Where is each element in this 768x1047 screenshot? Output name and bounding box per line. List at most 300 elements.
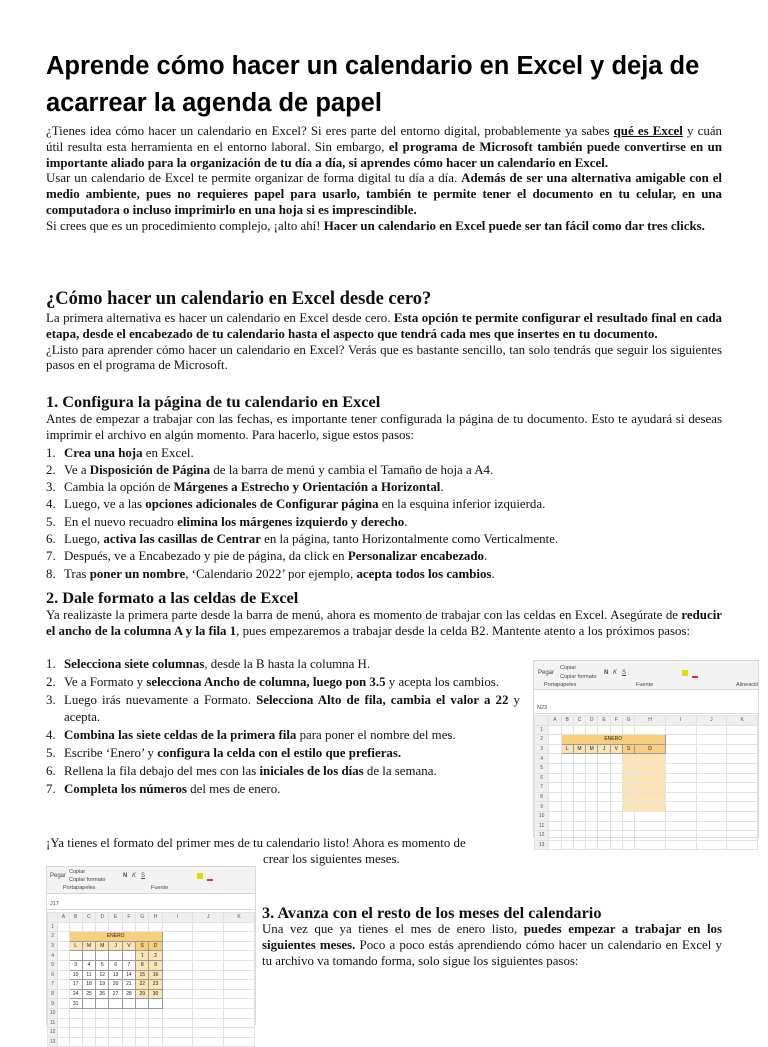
grid-cell[interactable] [58, 1028, 69, 1038]
grid-cell[interactable] [224, 1028, 255, 1038]
row-header[interactable]: 9 [535, 802, 549, 812]
grid-cell[interactable] [610, 773, 622, 783]
corner-cell[interactable] [48, 913, 58, 923]
grid-cell[interactable] [586, 831, 598, 841]
grid-cell[interactable]: 30 [149, 989, 162, 999]
grid-cell[interactable] [162, 1028, 193, 1038]
grid-cell[interactable] [622, 811, 634, 821]
column-header[interactable]: D [96, 913, 109, 923]
grid-cell[interactable] [727, 754, 758, 764]
grid-cell[interactable] [122, 1028, 135, 1038]
row-header[interactable]: 7 [535, 783, 549, 793]
grid-cell[interactable] [193, 980, 224, 990]
grid-cell[interactable] [622, 754, 634, 764]
grid-cell[interactable] [561, 821, 573, 831]
bold-button[interactable]: N [123, 873, 128, 879]
grid-cell[interactable] [561, 773, 573, 783]
column-header[interactable]: I [162, 913, 193, 923]
grid-cell[interactable] [149, 999, 162, 1009]
grid-cell[interactable] [549, 783, 561, 793]
grid-cell[interactable] [82, 999, 95, 1009]
grid-cell[interactable] [193, 951, 224, 961]
grid-cell[interactable] [586, 763, 598, 773]
grid-cell[interactable]: 4 [82, 960, 95, 970]
name-box[interactable]: N23 [537, 705, 548, 711]
grid-cell[interactable] [696, 840, 727, 850]
grid-cell[interactable]: S [136, 941, 149, 951]
grid-cell[interactable] [635, 840, 666, 850]
grid-cell[interactable] [162, 932, 193, 942]
grid-cell[interactable] [162, 922, 193, 932]
grid-cell[interactable] [136, 1037, 149, 1047]
column-header[interactable]: E [598, 716, 610, 726]
grid-cell[interactable] [224, 932, 255, 942]
grid-cell[interactable] [573, 831, 585, 841]
column-header[interactable]: E [109, 913, 122, 923]
grid-cell[interactable]: L [69, 941, 82, 951]
grid-cell[interactable] [69, 1018, 82, 1028]
grid-cell[interactable] [561, 754, 573, 764]
grid-cell[interactable] [82, 951, 95, 961]
grid-cell[interactable] [549, 811, 561, 821]
grid-cell[interactable] [635, 754, 666, 764]
grid-cell[interactable] [665, 763, 696, 773]
grid-cell[interactable] [610, 831, 622, 841]
grid-cell[interactable] [586, 802, 598, 812]
grid-cell[interactable] [58, 1018, 69, 1028]
grid-cell[interactable] [561, 802, 573, 812]
grid-cell[interactable] [598, 792, 610, 802]
grid-cell[interactable] [696, 754, 727, 764]
grid-cell[interactable] [58, 980, 69, 990]
grid-cell[interactable] [58, 989, 69, 999]
column-header[interactable]: C [573, 716, 585, 726]
grid-cell[interactable]: 6 [109, 960, 122, 970]
grid-cell[interactable]: 16 [149, 970, 162, 980]
grid-cell[interactable]: M [573, 744, 585, 754]
grid-cell[interactable] [109, 1018, 122, 1028]
grid-cell[interactable] [696, 811, 727, 821]
grid-cell[interactable] [622, 783, 634, 793]
grid-cell[interactable] [665, 811, 696, 821]
grid-cell[interactable] [136, 1008, 149, 1018]
grid-cell[interactable] [162, 970, 193, 980]
corner-cell[interactable] [535, 716, 549, 726]
grid-cell[interactable] [727, 821, 758, 831]
column-header[interactable]: J [696, 716, 727, 726]
grid-cell[interactable] [573, 725, 585, 735]
grid-cell[interactable] [727, 840, 758, 850]
formula-bar[interactable] [47, 899, 255, 910]
grid-cell[interactable] [665, 831, 696, 841]
grid-cell[interactable] [224, 980, 255, 990]
grid-cell[interactable]: V [122, 941, 135, 951]
row-header[interactable]: 2 [48, 932, 58, 942]
grid-cell[interactable]: 12 [96, 970, 109, 980]
grid-cell[interactable] [193, 960, 224, 970]
grid-cell[interactable] [96, 999, 109, 1009]
grid-cell[interactable] [622, 763, 634, 773]
grid-cell[interactable]: 7 [122, 960, 135, 970]
grid-cell[interactable] [162, 1037, 193, 1047]
grid-cell[interactable] [224, 989, 255, 999]
grid-cell[interactable] [622, 802, 634, 812]
grid-cell[interactable]: 14 [122, 970, 135, 980]
grid-cell[interactable] [665, 773, 696, 783]
row-header[interactable]: 8 [535, 792, 549, 802]
grid-cell[interactable] [561, 763, 573, 773]
grid-cell[interactable] [665, 735, 696, 745]
grid-cell[interactable] [96, 951, 109, 961]
grid-cell[interactable] [561, 783, 573, 793]
grid-cell[interactable] [727, 792, 758, 802]
grid-cell[interactable] [622, 821, 634, 831]
grid-cell[interactable] [162, 951, 193, 961]
grid-cell[interactable] [586, 811, 598, 821]
column-header[interactable]: K [224, 913, 255, 923]
grid-cell[interactable] [224, 970, 255, 980]
italic-button[interactable]: K [132, 873, 137, 879]
grid-cell[interactable] [665, 725, 696, 735]
row-header[interactable]: 10 [535, 811, 549, 821]
grid-cell[interactable] [665, 802, 696, 812]
row-header[interactable]: 3 [48, 941, 58, 951]
grid-cell[interactable] [193, 1028, 224, 1038]
grid-cell[interactable] [635, 821, 666, 831]
grid-cell[interactable]: L [561, 744, 573, 754]
grid-cell[interactable]: M [586, 744, 598, 754]
grid-cell[interactable]: 23 [149, 980, 162, 990]
grid-cell[interactable] [149, 1037, 162, 1047]
grid-cell[interactable] [598, 773, 610, 783]
grid-cell[interactable] [727, 773, 758, 783]
grid-cell[interactable] [69, 1037, 82, 1047]
grid-cell[interactable] [109, 1037, 122, 1047]
column-header[interactable]: H [149, 913, 162, 923]
grid-cell[interactable] [622, 773, 634, 783]
grid-cell[interactable] [549, 840, 561, 850]
grid-cell[interactable] [82, 1028, 95, 1038]
grid-cell[interactable] [622, 831, 634, 841]
grid-cell[interactable]: J [598, 744, 610, 754]
grid-cell[interactable] [136, 1018, 149, 1028]
grid-cell[interactable] [610, 840, 622, 850]
grid-cell[interactable] [598, 840, 610, 850]
row-header[interactable]: 4 [535, 754, 549, 764]
grid-cell[interactable] [610, 792, 622, 802]
grid-cell[interactable] [69, 1028, 82, 1038]
grid-cell[interactable]: 18 [82, 980, 95, 990]
grid-cell[interactable] [82, 922, 95, 932]
grid-cell[interactable] [696, 744, 727, 754]
grid-cell[interactable] [727, 811, 758, 821]
grid-cell[interactable] [573, 754, 585, 764]
grid-cell[interactable] [696, 783, 727, 793]
grid-cell[interactable] [193, 922, 224, 932]
column-header[interactable]: I [665, 716, 696, 726]
grid-cell[interactable]: 2 [149, 951, 162, 961]
grid-cell[interactable] [82, 1037, 95, 1047]
grid-cell[interactable] [122, 1037, 135, 1047]
row-header[interactable]: 5 [48, 960, 58, 970]
grid-cell[interactable]: 15 [136, 970, 149, 980]
month-cell[interactable]: ENERO [69, 932, 162, 942]
grid-cell[interactable] [193, 1008, 224, 1018]
grid-cell[interactable] [586, 725, 598, 735]
row-header[interactable]: 8 [48, 989, 58, 999]
grid-cell[interactable] [598, 754, 610, 764]
grid-cell[interactable] [122, 922, 135, 932]
grid-cell[interactable] [69, 922, 82, 932]
grid-cell[interactable] [549, 744, 561, 754]
grid-cell[interactable] [635, 792, 666, 802]
column-header[interactable]: C [82, 913, 95, 923]
grid-cell[interactable] [727, 725, 758, 735]
grid-cell[interactable] [224, 960, 255, 970]
grid-cell[interactable]: D [149, 941, 162, 951]
grid-cell[interactable] [586, 773, 598, 783]
grid-cell[interactable] [696, 821, 727, 831]
grid-cell[interactable] [598, 763, 610, 773]
row-header[interactable]: 13 [535, 840, 549, 850]
grid-cell[interactable] [622, 840, 634, 850]
grid-cell[interactable] [58, 1037, 69, 1047]
grid-cell[interactable] [109, 1028, 122, 1038]
grid-cell[interactable] [58, 970, 69, 980]
grid-cell[interactable] [109, 951, 122, 961]
grid-cell[interactable] [224, 1037, 255, 1047]
row-header[interactable]: 1 [535, 725, 549, 735]
underline-button[interactable]: S [141, 873, 146, 879]
grid-cell[interactable]: 28 [122, 989, 135, 999]
font-color-icon[interactable] [207, 873, 213, 881]
grid-cell[interactable] [696, 773, 727, 783]
row-header[interactable]: 12 [535, 831, 549, 841]
grid-cell[interactable]: 9 [149, 960, 162, 970]
grid-cell[interactable] [549, 821, 561, 831]
column-header[interactable]: G [136, 913, 149, 923]
grid-cell[interactable] [665, 840, 696, 850]
grid-cell[interactable]: 22 [136, 980, 149, 990]
grid-cell[interactable] [58, 999, 69, 1009]
grid-cell[interactable] [586, 840, 598, 850]
grid-cell[interactable] [610, 811, 622, 821]
grid-cell[interactable] [149, 922, 162, 932]
grid-cell[interactable]: 5 [96, 960, 109, 970]
grid-cell[interactable] [727, 744, 758, 754]
grid-cell[interactable] [193, 970, 224, 980]
column-header[interactable]: H [635, 716, 666, 726]
grid-cell[interactable] [96, 922, 109, 932]
grid-cell[interactable] [610, 821, 622, 831]
grid-cell[interactable] [586, 754, 598, 764]
grid-cell[interactable] [549, 792, 561, 802]
grid-cell[interactable] [598, 802, 610, 812]
que-es-excel-link[interactable]: qué es Excel [613, 124, 683, 138]
grid-cell[interactable] [82, 1018, 95, 1028]
fill-color-icon[interactable] [682, 670, 688, 676]
grid-cell[interactable] [96, 1037, 109, 1047]
grid-cell[interactable] [149, 1008, 162, 1018]
grid-cell[interactable] [635, 725, 666, 735]
grid-cell[interactable] [635, 802, 666, 812]
grid-cell[interactable] [573, 811, 585, 821]
grid-cell[interactable]: 13 [109, 970, 122, 980]
grid-cell[interactable]: 24 [69, 989, 82, 999]
grid-cell[interactable] [727, 831, 758, 841]
grid-cell[interactable]: D [635, 744, 666, 754]
column-header[interactable]: J [193, 913, 224, 923]
grid-cell[interactable] [622, 725, 634, 735]
grid-cell[interactable] [610, 725, 622, 735]
grid-cell[interactable] [193, 932, 224, 942]
column-header[interactable]: D [586, 716, 598, 726]
row-header[interactable]: 10 [48, 1008, 58, 1018]
spreadsheet-grid[interactable] [534, 715, 758, 850]
grid-cell[interactable] [549, 754, 561, 764]
grid-cell[interactable]: 3 [69, 960, 82, 970]
column-header[interactable]: A [549, 716, 561, 726]
grid-cell[interactable]: M [82, 941, 95, 951]
grid-cell[interactable] [598, 783, 610, 793]
grid-cell[interactable] [727, 735, 758, 745]
grid-cell[interactable]: 26 [96, 989, 109, 999]
grid-cell[interactable] [96, 1028, 109, 1038]
grid-cell[interactable]: V [610, 744, 622, 754]
grid-cell[interactable] [136, 1028, 149, 1038]
grid-cell[interactable] [561, 725, 573, 735]
bold-button[interactable]: N [604, 670, 609, 676]
grid-cell[interactable] [122, 951, 135, 961]
grid-cell[interactable] [162, 989, 193, 999]
grid-cell[interactable] [561, 811, 573, 821]
grid-cell[interactable] [635, 811, 666, 821]
grid-cell[interactable]: 29 [136, 989, 149, 999]
grid-cell[interactable] [58, 941, 69, 951]
grid-cell[interactable] [610, 802, 622, 812]
grid-cell[interactable] [224, 951, 255, 961]
grid-cell[interactable] [149, 1028, 162, 1038]
grid-cell[interactable] [696, 831, 727, 841]
grid-cell[interactable] [549, 773, 561, 783]
grid-cell[interactable] [122, 1018, 135, 1028]
grid-cell[interactable] [573, 763, 585, 773]
row-header[interactable]: 11 [48, 1018, 58, 1028]
grid-cell[interactable] [136, 922, 149, 932]
grid-cell[interactable] [635, 831, 666, 841]
grid-cell[interactable] [549, 763, 561, 773]
grid-cell[interactable]: M [96, 941, 109, 951]
grid-cell[interactable] [162, 1018, 193, 1028]
grid-cell[interactable] [610, 783, 622, 793]
grid-cell[interactable] [598, 811, 610, 821]
row-header[interactable]: 11 [535, 821, 549, 831]
grid-cell[interactable]: 25 [82, 989, 95, 999]
grid-cell[interactable] [193, 999, 224, 1009]
grid-cell[interactable]: 20 [109, 980, 122, 990]
grid-cell[interactable] [96, 1018, 109, 1028]
name-box[interactable]: J17 [50, 901, 59, 907]
grid-cell[interactable] [58, 960, 69, 970]
grid-cell[interactable] [109, 999, 122, 1009]
grid-cell[interactable] [635, 763, 666, 773]
grid-cell[interactable] [573, 840, 585, 850]
row-header[interactable]: 1 [48, 922, 58, 932]
grid-cell[interactable] [122, 999, 135, 1009]
grid-cell[interactable] [58, 951, 69, 961]
grid-cell[interactable] [561, 831, 573, 841]
grid-cell[interactable] [598, 821, 610, 831]
grid-cell[interactable] [665, 783, 696, 793]
grid-cell[interactable]: 1 [136, 951, 149, 961]
grid-cell[interactable] [696, 735, 727, 745]
column-header[interactable]: F [122, 913, 135, 923]
grid-cell[interactable] [573, 783, 585, 793]
grid-cell[interactable] [727, 802, 758, 812]
grid-cell[interactable] [224, 1018, 255, 1028]
grid-cell[interactable] [598, 831, 610, 841]
grid-cell[interactable]: 8 [136, 960, 149, 970]
grid-cell[interactable] [696, 802, 727, 812]
grid-cell[interactable] [136, 999, 149, 1009]
grid-cell[interactable] [109, 922, 122, 932]
grid-cell[interactable]: 17 [69, 980, 82, 990]
row-header[interactable]: 4 [48, 951, 58, 961]
formula-bar[interactable] [534, 703, 758, 714]
grid-cell[interactable]: S [622, 744, 634, 754]
grid-cell[interactable] [58, 932, 69, 942]
grid-cell[interactable] [224, 922, 255, 932]
row-header[interactable]: 2 [535, 735, 549, 745]
grid-cell[interactable] [586, 783, 598, 793]
grid-cell[interactable] [122, 1008, 135, 1018]
grid-cell[interactable] [727, 783, 758, 793]
month-cell[interactable]: ENERO [561, 735, 665, 745]
underline-button[interactable]: S [622, 670, 627, 676]
grid-cell[interactable] [727, 763, 758, 773]
row-header[interactable]: 6 [535, 773, 549, 783]
grid-cell[interactable]: 27 [109, 989, 122, 999]
grid-cell[interactable] [224, 941, 255, 951]
grid-cell[interactable] [224, 999, 255, 1009]
grid-cell[interactable] [162, 999, 193, 1009]
grid-cell[interactable] [573, 802, 585, 812]
grid-cell[interactable] [573, 792, 585, 802]
row-header[interactable]: 5 [535, 763, 549, 773]
grid-cell[interactable] [635, 783, 666, 793]
grid-cell[interactable]: 11 [82, 970, 95, 980]
grid-cell[interactable] [193, 941, 224, 951]
grid-cell[interactable]: J [109, 941, 122, 951]
grid-cell[interactable] [549, 735, 561, 745]
grid-cell[interactable] [58, 1008, 69, 1018]
grid-cell[interactable] [193, 989, 224, 999]
row-header[interactable]: 13 [48, 1037, 58, 1047]
grid-cell[interactable] [82, 1008, 95, 1018]
row-header[interactable]: 3 [535, 744, 549, 754]
grid-cell[interactable] [665, 754, 696, 764]
grid-cell[interactable] [610, 754, 622, 764]
row-header[interactable]: 12 [48, 1028, 58, 1038]
column-header[interactable]: B [561, 716, 573, 726]
grid-cell[interactable] [665, 792, 696, 802]
column-header[interactable]: B [69, 913, 82, 923]
row-header[interactable]: 7 [48, 980, 58, 990]
grid-cell[interactable] [586, 821, 598, 831]
grid-cell[interactable] [69, 951, 82, 961]
column-header[interactable]: K [727, 716, 758, 726]
grid-cell[interactable] [665, 744, 696, 754]
